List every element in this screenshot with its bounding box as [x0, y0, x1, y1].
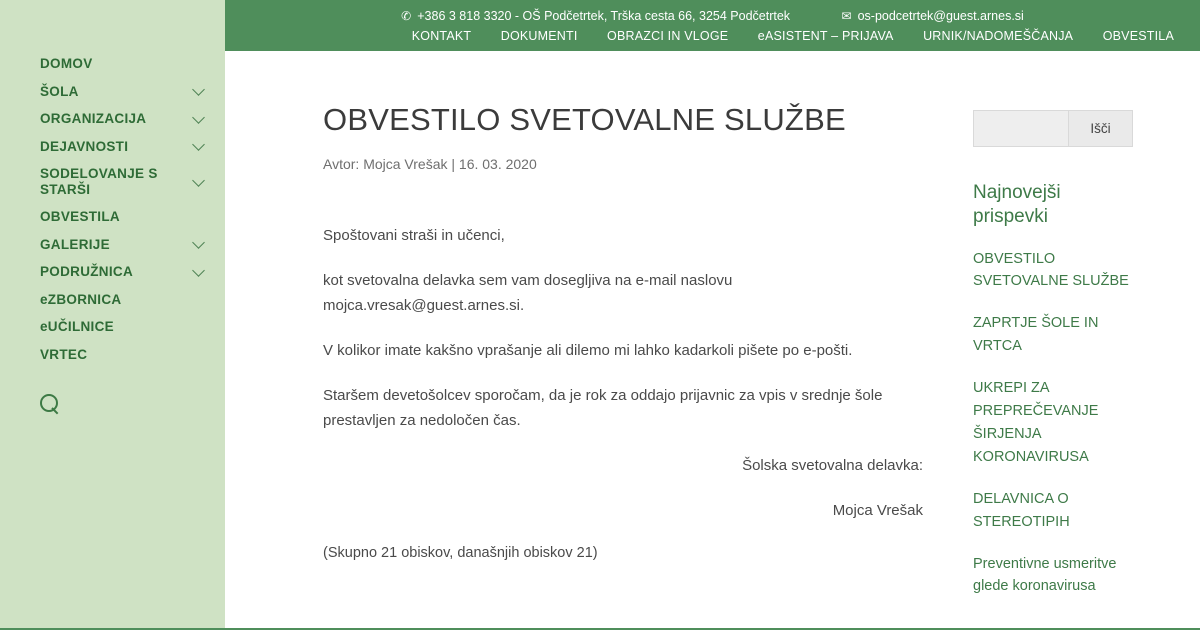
topnav-item-kontakt[interactable]: KONTAKT — [411, 29, 472, 43]
widget-title-latest-posts: Najnovejši prispevki — [973, 182, 1061, 227]
topbar-contact — [225, 0, 1200, 23]
sidebar-item-domov[interactable] — [0, 50, 225, 78]
article — [323, 51, 923, 561]
post-link-obvestilo-svetovalne-sluzbe[interactable]: OBVESTILO SVETOVALNE SLUŽBE — [973, 250, 1129, 290]
sidebar-item-label: ORGANIZACIJA — [40, 111, 147, 127]
signature-line-1: Šolska svetovalna delavka: — [742, 456, 923, 474]
sidebar-item-ezbornica[interactable] — [0, 286, 225, 314]
post-link-delavnica-o-stereotipih[interactable]: DELAVNICA O STEREOTIPIH — [973, 490, 1070, 530]
topbar — [225, 0, 1200, 51]
chevron-down-icon[interactable] — [192, 264, 205, 277]
article-paragraph: Spoštovani straši in učenci, — [323, 227, 505, 245]
article-body — [323, 224, 923, 523]
article-meta: Avtor: Mojca Vrešak | 16. 03. 2020 — [323, 156, 537, 173]
chevron-down-icon[interactable] — [192, 111, 205, 124]
search-input[interactable] — [973, 110, 1068, 147]
top-navigation — [225, 23, 1200, 43]
post-link-preventivne-usmeritve[interactable]: Preventivne usmeritve glede koronavirusa — [973, 555, 1117, 595]
sidebar-item-podruznica[interactable] — [0, 258, 225, 286]
sidebar-item-label: PODRUŽNICA — [40, 264, 133, 280]
topbar-email-text: os-podcetrtek@guest.arnes.si — [857, 9, 1024, 23]
sidebar-item-label: DEJAVNOSTI — [40, 138, 129, 154]
chevron-down-icon[interactable] — [192, 83, 205, 96]
search-icon[interactable] — [40, 394, 60, 414]
sidebar-item-label: ŠOLA — [40, 83, 79, 99]
sidebar-item-organizacija[interactable] — [0, 105, 225, 133]
article-paragraph: V kolikor imate kakšno vprašanje ali dilemo mi lahko kadarkoli pišete po e-pošti. — [323, 342, 853, 360]
search-submit-button[interactable]: Išči — [1068, 110, 1133, 147]
sidebar-item-obvestila[interactable] — [0, 203, 225, 231]
envelope-icon: ✉ — [841, 9, 852, 23]
topnav-item-obrazci-in-vloge[interactable]: OBRAZCI IN VLOGE — [607, 29, 729, 43]
sidebar-item-label: SODELOVANJE S STARŠI — [40, 166, 158, 197]
sidebar-item-sola[interactable] — [0, 78, 225, 106]
sidebar-item-label: GALERIJE — [40, 236, 110, 252]
sidebar-item-vrtec[interactable] — [0, 341, 225, 369]
content-area — [225, 51, 1200, 630]
post-link-ukrepi-za-preprecevanje[interactable]: UKREPI ZA PREPREČEVANJE ŠIRJENJA KORONAVIRUSA — [973, 380, 1099, 465]
topbar-email[interactable] — [842, 9, 1024, 23]
phone-icon: ✆ — [401, 9, 412, 23]
search-widget — [973, 110, 1133, 147]
sidebar-item-label: eUČILNICE — [40, 319, 114, 335]
visit-counter: (Skupno 21 obiskov, današnjih obiskov 21) — [323, 544, 598, 561]
sidebar-item-label: eZBORNICA — [40, 291, 122, 307]
chevron-down-icon[interactable] — [192, 236, 205, 249]
topnav-item-obvestila[interactable]: OBVESTILA — [1102, 29, 1174, 43]
sidebar-item-label: OBVESTILA — [40, 209, 120, 225]
article-paragraph: Staršem devetošolcev sporočam, da je rok za oddajo prijavnic za vpis v srednje šole prestavljen za nedoločen čas. — [323, 387, 883, 429]
chevron-down-icon[interactable] — [192, 174, 205, 187]
sidebar-widgets — [973, 51, 1133, 598]
topbar-phone — [401, 9, 790, 23]
sidebar-item-label: DOMOV — [40, 56, 93, 71]
sidebar-search[interactable] — [0, 394, 225, 419]
post-link-zaprtje-sole-in-vrtca[interactable]: ZAPRTJE ŠOLE IN VRTCA — [973, 315, 1099, 355]
sidebar — [0, 0, 225, 630]
topnav-item-urnik-nadomescanja[interactable]: URNIK/NADOMEŠČANJA — [923, 29, 1074, 43]
page-title: OBVESTILO SVETOVALNE SLUŽBE — [323, 102, 846, 137]
sidebar-item-sodelovanje-s-starsi[interactable] — [0, 160, 225, 203]
signature-line-2: Mojca Vrešak — [832, 502, 923, 520]
topnav-item-dokumenti[interactable]: DOKUMENTI — [500, 29, 578, 43]
topbar-phone-text: +386 3 818 3320 - OŠ Podčetrtek, Trška cesta 66, 3254 Podčetrtek — [417, 9, 791, 23]
article-paragraph: kot svetovalna delavka sem vam dosegljiva na e-mail naslovu mojca.vresak@guest.arnes.si. — [323, 272, 733, 314]
topnav-item-easistent-prijava[interactable]: eASISTENT – PRIJAVA — [757, 29, 894, 43]
sidebar-item-label: VRTEC — [40, 346, 88, 362]
sidebar-item-eucilnice[interactable] — [0, 313, 225, 341]
sidebar-item-galerije[interactable] — [0, 231, 225, 259]
chevron-down-icon[interactable] — [192, 138, 205, 151]
sidebar-item-dejavnosti[interactable] — [0, 133, 225, 161]
